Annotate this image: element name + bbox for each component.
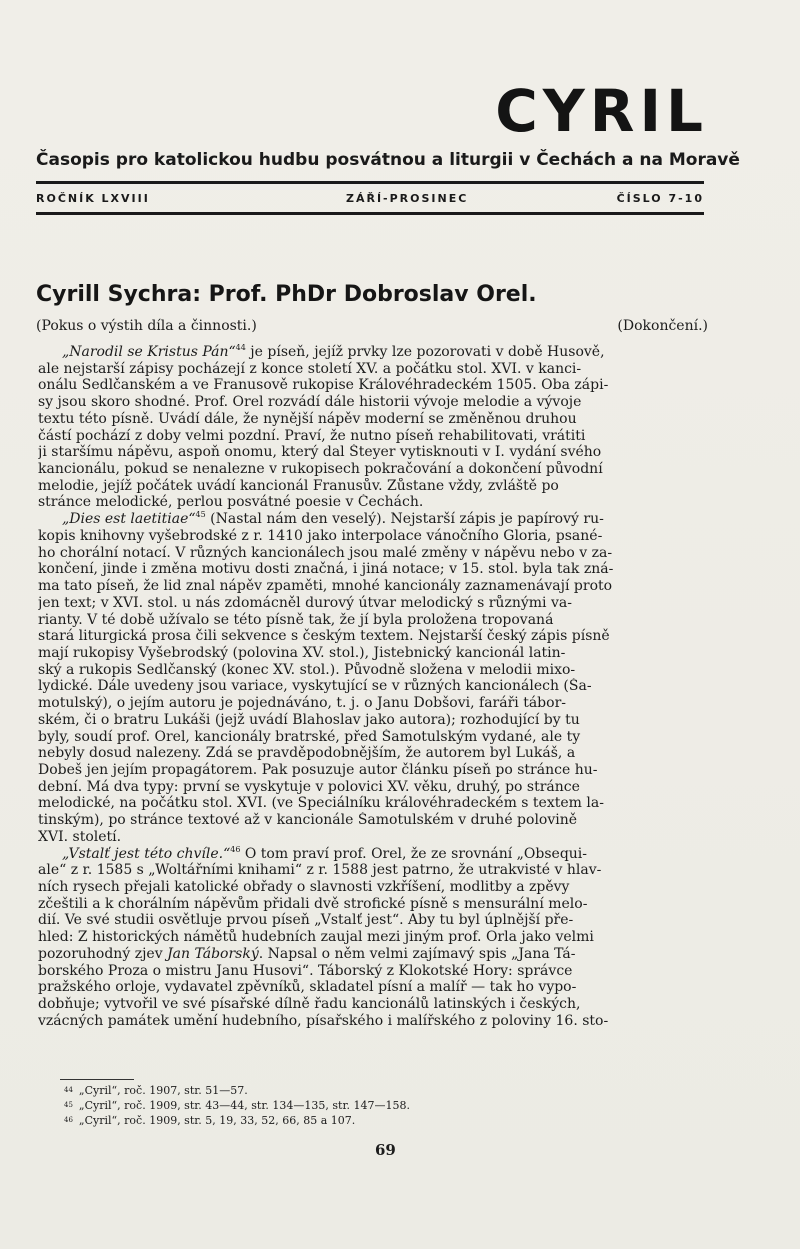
body-line: kancionálu, pokud se nenalezne v rukopisech pokračování a dokončení původní [38, 461, 603, 478]
masthead-rule-top [36, 181, 704, 184]
footnote-text: „Cyril“, roč. 1909, str. 43—44, str. 134—135, str. 147—158. [78, 1099, 410, 1112]
body-line: sy jsou skoro shodné. Prof. Orel rozvádí dále historii vývoje melodie a vývoje [38, 394, 582, 411]
body-line: dobňuje; vytvořil ve své písařské dílně řadu kancionálů latinských i českých, [38, 996, 581, 1013]
body-line: melodické, na počátku stol. XVI. (ve Speciálníku královéhradeckém s textem la- [38, 795, 604, 812]
body-line: ji staršímu nápěvu, aspoň onomu, který dal Šteyer vytisknouti v I. vydání svého [38, 444, 602, 461]
body-line: pražského orloje, vydavatel zpěvníků, skladatel písní a malíř — tak ho vypo- [38, 979, 577, 996]
body-line: lydické. Dále uvedeny jsou variace, vyskytující se v různých kancionálech (Ša- [38, 678, 592, 695]
body-line: stránce melodické, perlou posvátné poesie v Čechách. [38, 494, 424, 511]
body-line: dební. Má dva typy: první se vyskytuje v polovici XV. věku, druhý, po stránce [38, 778, 580, 795]
body-line: textu této písně. Uvádí dále, že nynější nápěv moderní se změněnou druhou [38, 410, 577, 427]
song-title: „Narodil se Kristus Pán“ [62, 344, 236, 360]
song-title: „Dies est laetitiae“ [62, 511, 196, 528]
article-subtitle: (Pokus o výstih díla a činnosti.) [36, 318, 257, 334]
body-line: pozoruhodný zjev Jan Táborský. Napsal o něm velmi zajímavý spis „Jana Tá- [38, 945, 576, 962]
footnote-divider [60, 1079, 134, 1080]
article-title: Cyrill Sychra: Prof. PhDr Dobroslav Orel. [36, 282, 537, 307]
footnote [64, 1083, 624, 1098]
footnote-ref: 46 [230, 845, 241, 854]
article-continued-note: (Dokončení.) [617, 318, 708, 334]
body-line: končení, jinde i změna motivu dosti značná, i jiná notace; v 15. stol. byla tak zná- [38, 561, 614, 578]
body-line: melodie, jejíž počátek uvádí kancionál Franusův. Zůstane vždy, zvláště po [38, 477, 559, 494]
body-line: kopis knihovny vyšebrodské z r. 1410 jako interpolace vánočního Gloria, psané- [38, 527, 603, 544]
article-body [38, 344, 710, 1029]
footnote-number: 44 [64, 1086, 73, 1094]
footnote-number: 45 [64, 1101, 73, 1109]
issue-months: ZÁŘÍ-PROSINEC [346, 192, 469, 205]
body-line: ních rysech přejali katolické obřady o slavnosti vzkříšení, modlitby a zpěvy [38, 879, 570, 895]
body-line: „Vstalť jest této chvíle.“$^{46}$ O tom praví prof. Orel, že ze srovnání „Obsequi- [62, 845, 588, 862]
footnote-text: „Cyril“, roč. 1909, str. 5, 19, 33, 52, 66, 85 a 107. [78, 1114, 356, 1127]
footnote [64, 1113, 624, 1128]
footnote-number: 46 [64, 1116, 73, 1124]
body-line: ale nejstarší zápisy pocházejí z konce století XV. a počátku stol. XVI. v kanci- [38, 360, 582, 377]
body-line: „Narodil se Kristus Pán“$^{44}$ je píseň, jejíž prvky lze pozorovati v době Husově, [62, 344, 605, 360]
body-line: dií. Ve své studii osvětluje prvou píseň „Vstalť jest“. Aby tu byl úplnější pře- [38, 912, 574, 929]
body-line: tinským), po stránce textové až v kancionále Šamotulském v druhé polovině [38, 812, 578, 829]
song-title: „Vstalť jest této chvíle.“ [62, 845, 231, 862]
body-line: vzácných památek umění hudebního, písařského i malířského z poloviny 16. sto- [38, 1012, 609, 1029]
footnote-ref: 45 [195, 511, 206, 520]
body-line: Dobeš jen jejím propagátorem. Pak posuzuje autor článku píseň po stránce hu- [38, 761, 598, 778]
issue-number: ČÍSLO 7-10 [616, 192, 704, 205]
body-line: onálu Sedlčanském a ve Franusově rukopise Královéhradeckém 1505. Oba zápi- [38, 377, 609, 394]
body-line: částí pochází z doby velmi pozdní. Praví, že nutno píseň rehabilitovati, vrátiti [38, 427, 586, 444]
body-line: ský a rukopis Sedlčanský (konec XV. stol.). Původně složena v melodii mixo- [38, 661, 576, 678]
body-line: motulský), o jejím autoru je pojednáváno, t. j. o Janu Dobšovi, faráři tábor- [38, 695, 566, 712]
body-line: zčeštili a k chorálním nápěvům přidali dvě strofické písně s mensurální melo- [38, 895, 588, 912]
footnote-text: „Cyril“, roč. 1907, str. 51—57. [78, 1084, 248, 1097]
journal-subtitle: Časopis pro katolickou hudbu posvátnou a liturgii v Čechách a na Moravě [36, 150, 740, 170]
journal-title: CYRIL [495, 77, 708, 145]
issue-info [36, 192, 704, 208]
body-line: ma tato píseň, že lid znal nápěv zpaměti, mnohé kancionály zaznamenávají proto [38, 578, 613, 595]
issue-volume: ROČNÍK LXVIII [36, 192, 150, 205]
footnotes [64, 1083, 624, 1128]
body-line: ském, či o bratru Lukáši (jejž uvádí Blahoslav jako autora); rozhodující by tu [38, 711, 580, 728]
body-line: ho chorální notací. V různých kancionálech jsou malé změny v nápěvu nebo v za- [38, 544, 613, 561]
body-line: byly, soudí prof. Orel, kancionály bratrské, před Šamotulským vydané, ale ty [38, 728, 581, 745]
body-line: ale“ z r. 1585 s „Woltářními knihami“ z r. 1588 jest patrno, že utrakvisté v hlav- [38, 862, 602, 879]
body-line: rianty. V té době užívalo se této písně tak, že jí byla proložena tropovaná [38, 611, 554, 628]
body-line: hled: Z historických námětů hudebních zaujal mezi jiným prof. Orla jako velmi [38, 929, 594, 946]
body-line: jen text; v XVI. stol. u nás zdomácněl durový útvar melodický s různými va- [38, 594, 572, 611]
body-line: nebyly dosud nalezeny. Zdá se pravděpodobnějším, že autorem byl Lukáš, a [38, 745, 576, 762]
masthead-rule-bottom [36, 212, 704, 215]
page-number: 69 [375, 1141, 396, 1159]
person-name: Jan Táborský [167, 945, 259, 962]
body-line: XVI. století. [38, 828, 122, 845]
body-line: „Dies est laetitiae“$^{45}$ (Nastal nám den veselý). Nejstarší zápis je papírový ru- [62, 511, 604, 528]
body-line: borského Proza o mistru Janu Husovi“. Táborský z Klokotské Hory: správce [38, 962, 573, 979]
body-line: stará liturgická prosa čili sekvence s českým textem. Nejstarší český zápis písně [38, 628, 610, 645]
footnote-ref: 44 [235, 344, 246, 352]
footnote [64, 1098, 624, 1113]
body-line: mají rukopisy Vyšebrodský (polovina XV. stol.), Jistebnický kancionál latin- [38, 644, 566, 661]
